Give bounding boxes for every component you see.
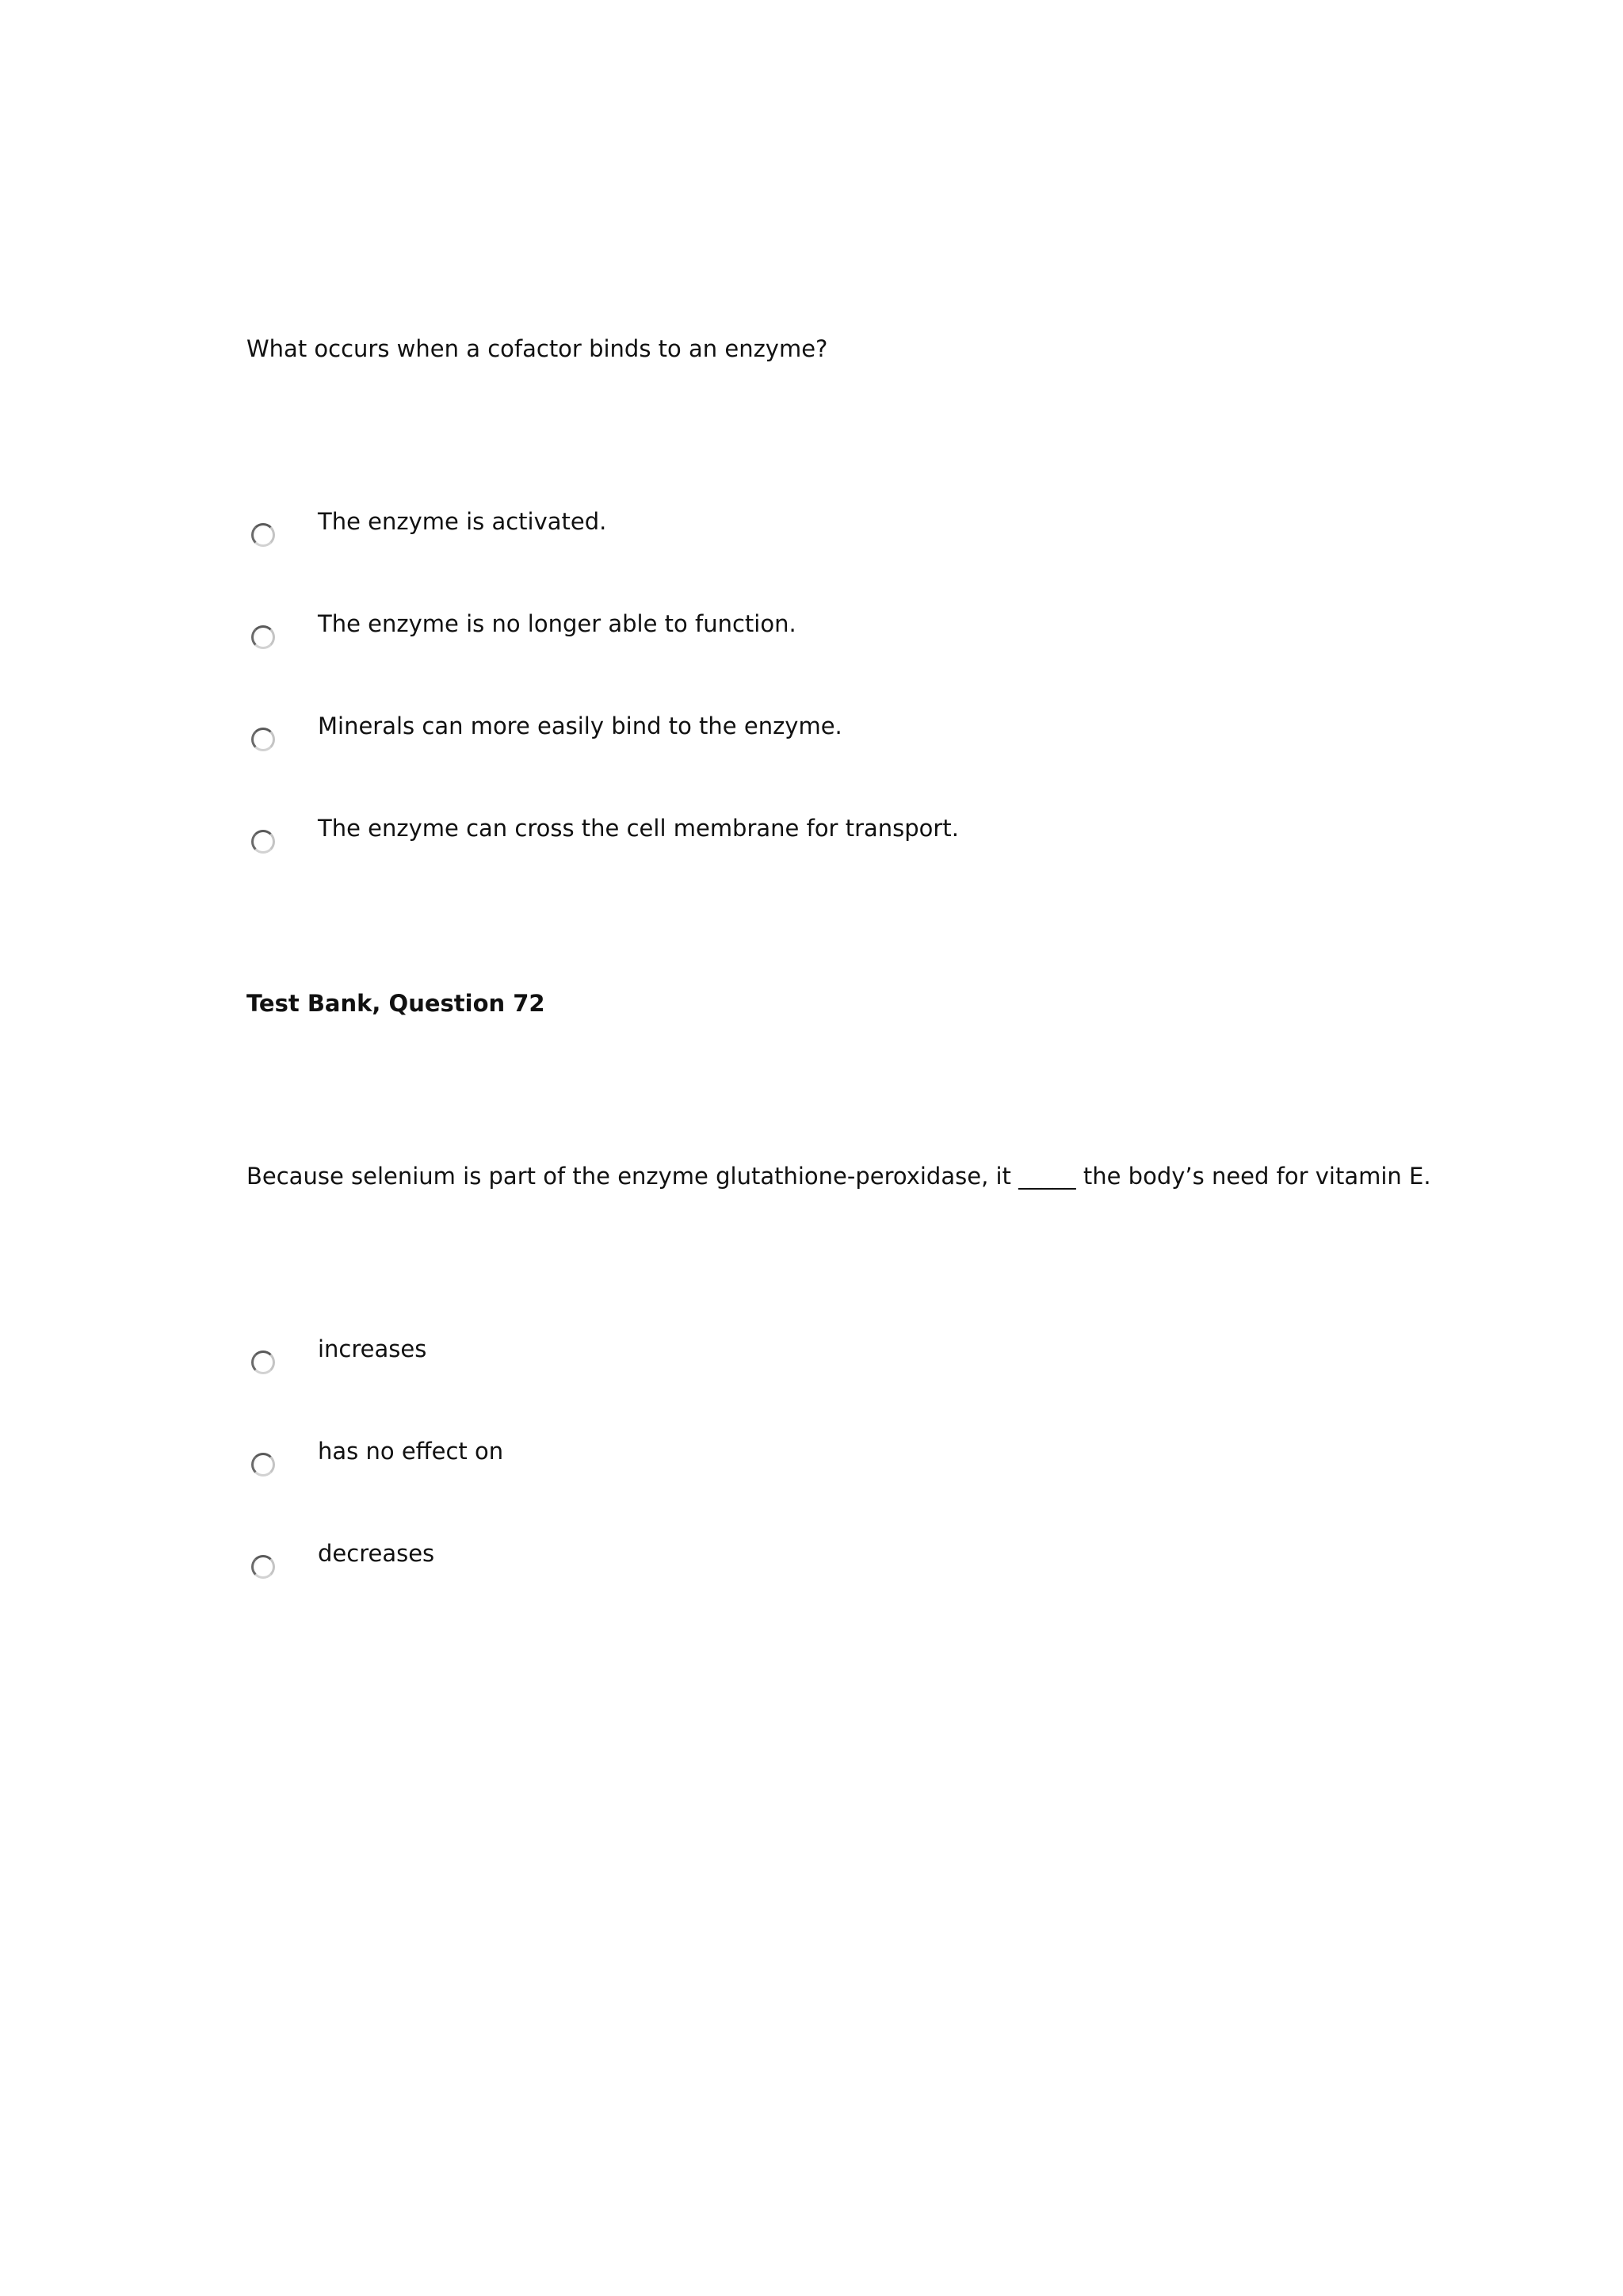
answer-option[interactable]: [246, 1335, 1435, 1382]
radio-button[interactable]: [251, 1453, 275, 1477]
answer-option-label: The enzyme is activated.: [318, 508, 607, 535]
radio-button[interactable]: [251, 830, 275, 854]
answer-option-label: Minerals can more easily bind to the enzyme.: [318, 712, 842, 739]
radio-button[interactable]: [251, 1350, 275, 1374]
radio-button[interactable]: [251, 625, 275, 649]
answer-option-label: increases: [318, 1335, 427, 1362]
answer-option[interactable]: [246, 609, 1435, 657]
answer-option-label: The enzyme can cross the cell membrane for transport.: [318, 815, 959, 842]
radio-button[interactable]: [251, 728, 275, 751]
answer-option[interactable]: [246, 1437, 1435, 1484]
answer-option[interactable]: [246, 814, 1435, 861]
radio-button[interactable]: [251, 1555, 275, 1579]
answer-option-label: decreases: [318, 1540, 435, 1567]
question-prompt: What occurs when a cofactor binds to an enzyme?: [246, 335, 828, 362]
answer-option[interactable]: [246, 507, 1435, 555]
answer-option-label: has no effect on: [318, 1438, 504, 1465]
radio-button[interactable]: [251, 523, 275, 547]
answer-option-label: The enzyme is no longer able to function.: [318, 610, 796, 637]
question-heading: Test Bank, Question 72: [246, 990, 545, 1017]
answer-option[interactable]: [246, 712, 1435, 759]
question-prompt: Because selenium is part of the enzyme glutathione-peroxidase, it _____ the body’s need for vitamin E.: [246, 1163, 1431, 1190]
answer-option[interactable]: [246, 1539, 1435, 1587]
